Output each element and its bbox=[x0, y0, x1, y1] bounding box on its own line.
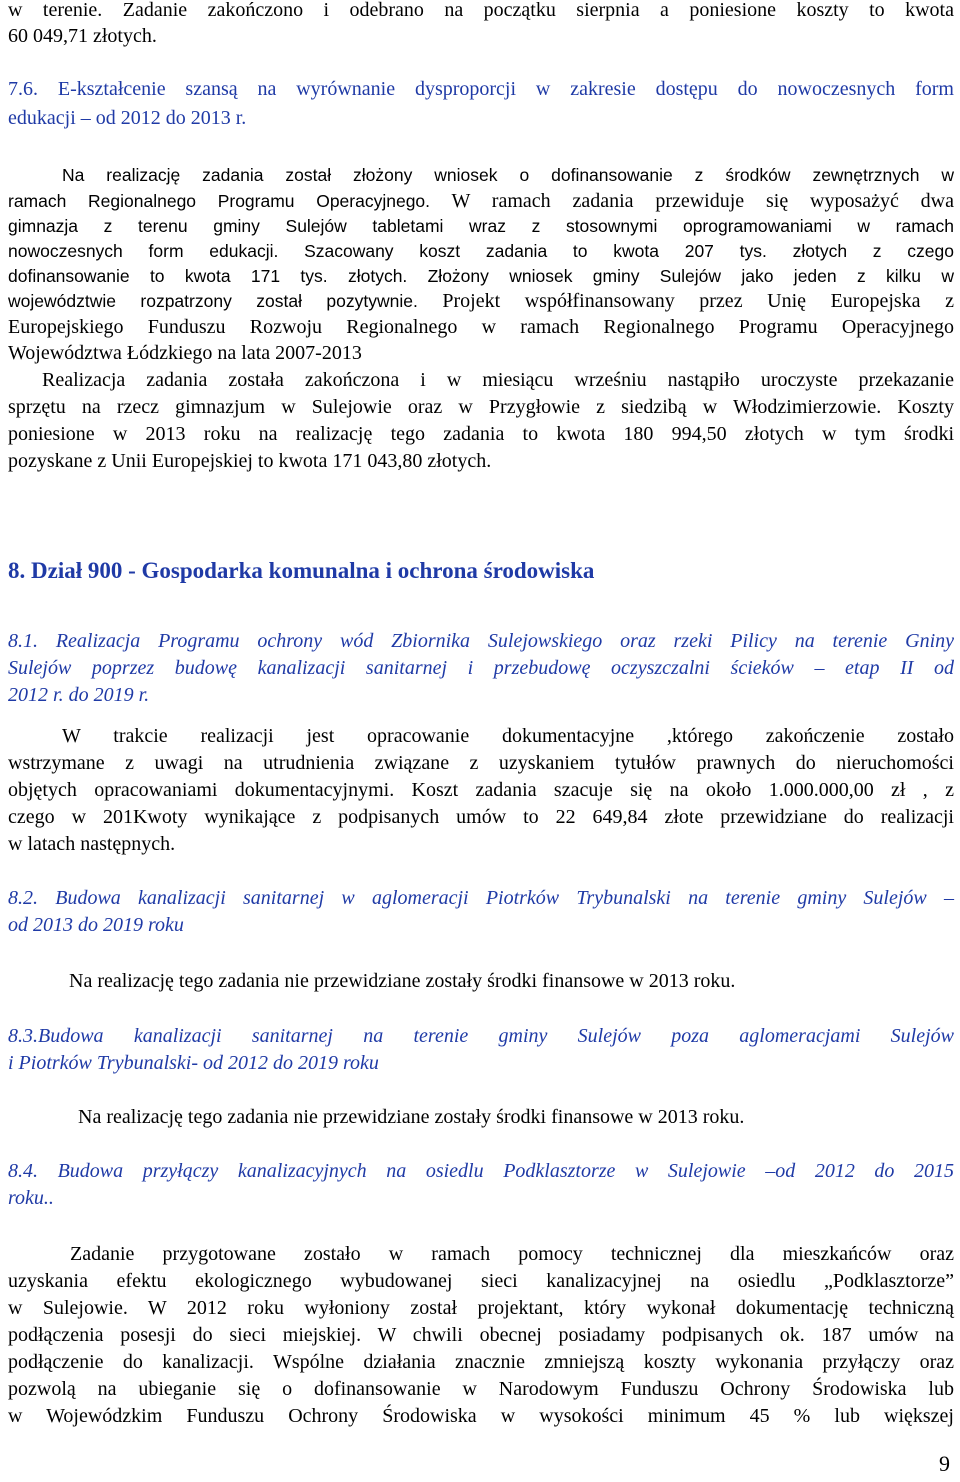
paragraph-line: Na realizację zadania został złożony wniosek o dofinansowanie z środków zewnętrznych w bbox=[62, 165, 954, 185]
paragraph-line: w Sulejowie. W 2012 roku wyłoniony został projektant, który wykonał dokumentację techniczną bbox=[8, 1297, 954, 1319]
section-heading: roku.. bbox=[8, 1187, 54, 1209]
section-heading: 8.1. Realizacja Programu ochrony wód Zbiornika Sulejowskiego oraz rzeki Pilicy na terenie Gniny bbox=[8, 630, 954, 652]
text-run: Projekt współfinansowany przez Unię Europejska z bbox=[417, 290, 954, 312]
paragraph-line: w terenie. Zadanie zakończono i odebrano na początku sierpnia a poniesione koszty to kwota bbox=[8, 0, 954, 21]
paragraph-line: w latach następnych. bbox=[8, 833, 176, 855]
paragraph-line: w Wojewódzkim Funduszu Ochrony Środowiska w wysokości minimum 45 % lub większej bbox=[8, 1405, 954, 1427]
paragraph-line: poniesione w 2013 roku na realizację tego zadania to kwota 180 994,50 złotych w tym środki bbox=[8, 423, 954, 445]
paragraph-line: gimnazja z terenu gminy Sulejów tabletami wraz z stosownymi oprogramowaniami w ramach bbox=[8, 216, 954, 236]
page-number: 9 bbox=[939, 1451, 950, 1476]
section-heading: od 2013 do 2019 roku bbox=[8, 914, 184, 936]
section-heading: 8.3.Budowa kanalizacji sanitarnej na terenie gminy Sulejów poza aglomeracjami Sulejów bbox=[8, 1025, 954, 1047]
paragraph-line: pozyskane z Unii Europejskiej to kwota 171 043,80 złotych. bbox=[8, 450, 492, 472]
paragraph-line: uzyskania efektu ekologicznego wybudowanej sieci kanalizacyjnej na osiedlu „Podklasztorze” bbox=[8, 1270, 954, 1292]
paragraph-line: wstrzymane z uwagi na utrudnienia związane z uzyskaniem tytułów prawnych do nieruchomości bbox=[8, 752, 954, 774]
paragraph-line: objętych opracowaniami dokumentacyjnymi. Koszt zadania szacuje się na około 1.000.000,00 zł , z bbox=[8, 779, 954, 801]
paragraph-line bbox=[8, 265, 954, 287]
section-heading: 7.6. E-kształcenie szansą na wyrównanie dysproporcji w zakresie dostępu do nowoczesnych form bbox=[8, 78, 954, 100]
section-heading: edukacji – od 2012 do 2013 r. bbox=[8, 107, 247, 129]
text-run: W ramach zadania przewiduje się wyposażyć dwa bbox=[430, 190, 954, 212]
paragraph-line: podłączenia posesji do sieci miejskiej. W chwili obecnej posiadamy podpisanych ok. 187 umów na bbox=[8, 1324, 954, 1346]
paragraph-line: Europejskiego Funduszu Rozwoju Regionalnego w ramach Regionalnego Programu Operacyjnego bbox=[8, 316, 954, 338]
paragraph-line: W trakcie realizacji jest opracowanie dokumentacyjne ,którego zakończenie zostało bbox=[62, 725, 954, 747]
text-run: Złożony wniosek gminy Sulejów jako jeden z kilku w bbox=[407, 266, 954, 286]
section-heading: 8.2. Budowa kanalizacji sanitarnej w aglomeracji Piotrków Trybunalski na terenie gminy Sulejów – bbox=[8, 887, 954, 909]
chapter-heading: 8. Dział 900 - Gospodarka komunalna i ochrona środowiska bbox=[8, 558, 595, 583]
section-heading: Sulejów poprzez budowę kanalizacji sanitarnej i przebudowę oczyszczalni ścieków – etap II od bbox=[8, 657, 954, 679]
text-run: województwie rozpatrzony został pozytywnie. bbox=[8, 291, 418, 311]
paragraph-line: 60 049,71 złotych. bbox=[8, 25, 157, 47]
paragraph-line: Na realizację tego zadania nie przewidziane zostały środki finansowe w 2013 roku. bbox=[78, 1106, 745, 1128]
paragraph-line: sprzętu na rzecz gimnazjum w Sulejowie oraz w Przygłowie z siedzibą w Włodzimierzowie. Koszty bbox=[8, 396, 954, 418]
paragraph-line: pozwolą na ubieganie się o dofinansowanie w Narodowym Funduszu Ochrony Środowiska lub bbox=[8, 1378, 954, 1400]
paragraph-line: Na realizację tego zadania nie przewidziane zostały środki finansowe w 2013 roku. bbox=[69, 970, 736, 992]
section-heading: i Piotrków Trybunalski- od 2012 do 2019 roku bbox=[8, 1052, 379, 1074]
paragraph-line: czego w 201Kwoty wynikające z podpisanych umów to 22 649,84 złote przewidziane do realizacji bbox=[8, 806, 954, 828]
paragraph-line: Województwa Łódzkiego na lata 2007-2013 bbox=[8, 342, 362, 364]
section-heading: 2012 r. do 2019 r. bbox=[8, 684, 150, 706]
paragraph-line: nowoczesnych form edukacji. Szacowany koszt zadania to kwota 207 tys. złotych z czego bbox=[8, 241, 954, 261]
paragraph-line: podłączenie do kanalizacji. Wspólne działania znacznie zmniejszą koszty wykonania przyłączy oraz bbox=[8, 1351, 954, 1373]
text-run: ramach Regionalnego Programu Operacyjnego. bbox=[8, 191, 431, 211]
paragraph-line bbox=[8, 190, 954, 212]
paragraph-line: Realizacja zadania została zakończona i w miesiącu wrześniu nastąpiło uroczyste przekazanie bbox=[42, 369, 954, 391]
text-run: dofinansowanie to kwota 171 tys. złotych. bbox=[8, 266, 408, 286]
paragraph-line: Zadanie przygotowane zostało w ramach pomocy technicznej dla mieszkańców oraz bbox=[70, 1243, 954, 1265]
paragraph-line bbox=[8, 290, 954, 312]
section-heading: 8.4. Budowa przyłączy kanalizacyjnych na osiedlu Podklasztorze w Sulejowie –od 2012 do 2015 bbox=[8, 1160, 954, 1182]
